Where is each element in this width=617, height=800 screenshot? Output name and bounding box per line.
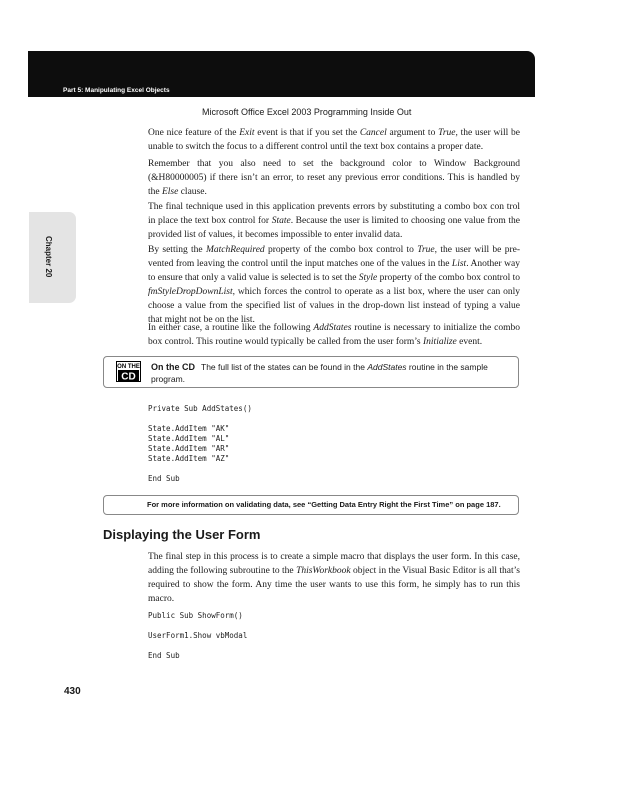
part-header-bar bbox=[28, 51, 535, 97]
code-show-form: Public Sub ShowForm() UserForm1.Show vbModal End Sub bbox=[148, 611, 248, 660]
paragraph-add-states: In either case, a routine like the following AddStates routine is necessary to initialize the combo box control. This routine would typically be called from the user form’s Initialize event. bbox=[148, 323, 520, 347]
on-the-cd-note bbox=[103, 356, 519, 388]
chapter-tab-label: Chapter 20 bbox=[44, 236, 53, 278]
paragraph-match-required: By setting the MatchRequired property of the combo box control to True, the user will be pre-vented from leaving the control until the input matches one of the values in the List. Another way to ensure that only a valid value is selected is to set the Style property of the combo box control to fmStyleDropDownList, which forces the control to operate as a list box, where the user can only choose a value from the specified list of values in the drop-down list instead of typing a value that might not be on the list. bbox=[148, 245, 520, 325]
paragraph-exit-event: One nice feature of the Exit event is that if you set the Cancel argument to True, the user will be unable to switch the focus to a different control until the text box contains a proper date. bbox=[148, 128, 521, 152]
paragraph-show-form: The final step in this process is to create a simple macro that displays the user form. In this case, adding the following subroutine to the ThisWorkbook object in the Visual Basic Editor is all that’s required to show the form. Any time the user wants to use this form, he simply has to run this macro. bbox=[148, 552, 520, 604]
svg-text:ON THE: ON THE bbox=[117, 364, 140, 370]
section-heading: Displaying the User Form bbox=[103, 527, 261, 542]
running-head: Microsoft Office Excel 2003 Programming Inside Out bbox=[202, 107, 412, 117]
paragraph-combo-box: The final technique used in this application prevents errors by substituting a combo box con trol in place the text box control for State. Because the user is limited to choosing one value from the provided list of values, it becomes impossible to enter invalid data. bbox=[148, 202, 520, 240]
note-text: On the CD The full list of the states can be found in the AddStates routine in the sample program. bbox=[151, 362, 488, 384]
code-add-states: Private Sub AddStates() State.AddItem "AK" State.AddItem "AL" State.AddItem "AR" State.AddItem "AZ" End Sub bbox=[148, 404, 252, 483]
cross-reference-text: For more information on validating data, see “Getting Data Entry Right the First Time” on page 187. bbox=[147, 500, 501, 509]
paragraph-background-color: Remember that you also need to set the background color to Window Background (&H80000005) if there isn’t an error, to reset any previous error conditions. This is handled by the Else clause. bbox=[148, 159, 520, 197]
page-number: 430 bbox=[64, 686, 81, 697]
chapter-tab bbox=[29, 212, 76, 303]
part-label: Part 5: Manipulating Excel Objects bbox=[63, 87, 170, 94]
on-the-cd-icon bbox=[116, 361, 141, 382]
note-label: On the CD bbox=[151, 362, 195, 372]
cross-reference-box bbox=[103, 495, 519, 515]
svg-text:CD: CD bbox=[121, 371, 136, 382]
